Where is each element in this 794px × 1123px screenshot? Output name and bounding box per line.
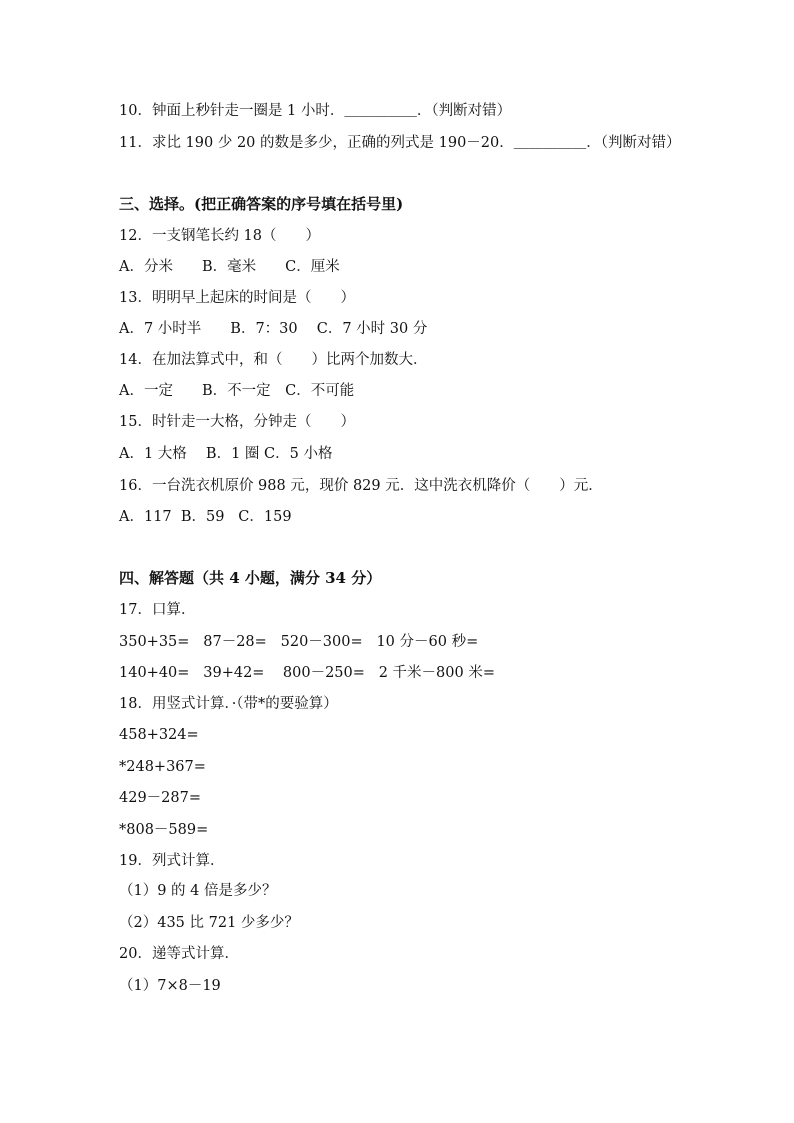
question-12: 12．一支钢笔长约 18（ ）	[119, 228, 321, 244]
question-16-options: A．117 B．59 C．159	[119, 509, 292, 525]
question-10: 10．钟面上秒针走一圈是 1 小时．＿＿＿＿＿．（判断对错）	[119, 103, 512, 119]
question-15-options: A．1 大格 B．1 圈 C．5 小格	[119, 446, 333, 462]
question-12-options: A．分米 B．毫米 C．厘米	[119, 259, 340, 275]
question-17-row-2: 140+40= 39+42= 800－250= 2 千米－800 米=	[119, 665, 495, 681]
question-18-item-4: *808－589=	[119, 822, 209, 838]
question-11: 11．求比 190 少 20 的数是多少，正确的列式是 190－20．＿＿＿＿＿．（判断对错）	[119, 135, 681, 151]
section-4-heading: 四、解答题（共 4 小题，满分 34 分）	[119, 569, 382, 587]
question-13: 13．明明早上起床的时间是（ ）	[119, 290, 355, 306]
question-13-options: A．7 小时半 B．7：30 C．7 小时 30 分	[119, 321, 428, 337]
question-15: 15．时针走一大格，分钟走（ ）	[119, 414, 355, 430]
question-18-item-2: *248+367=	[119, 759, 206, 775]
question-18-item-3: 429－287=	[119, 790, 202, 806]
question-17: 17．口算．	[119, 602, 196, 618]
question-14: 14．在加法算式中，和（ ）比两个加数大．	[119, 352, 428, 368]
question-17-row-1: 350+35= 87－28= 520－300= 10 分－60 秒=	[119, 634, 479, 650]
question-14-options: A．一定 B．不一定 C．不可能	[119, 383, 355, 399]
section-3-heading: 三、选择。(把正确答案的序号填在括号里)	[119, 195, 404, 213]
question-18-item-1: 458+324=	[119, 727, 199, 743]
question-16: 16．一台洗衣机原价 988 元，现价 829 元．这中洗衣机降价（ ）元．	[119, 478, 603, 494]
question-19: 19．列式计算．	[119, 853, 225, 869]
question-19-part-2: （2）435 比 721 少多少？	[119, 915, 299, 931]
question-18: 18．用竖式计算．·（带*的要验算）	[119, 696, 338, 712]
question-20-part-1: （1）7×8－19	[119, 978, 221, 994]
question-19-part-1: （1）9 的 4 倍是多少？	[119, 883, 277, 899]
question-20: 20．递等式计算．	[119, 946, 239, 962]
